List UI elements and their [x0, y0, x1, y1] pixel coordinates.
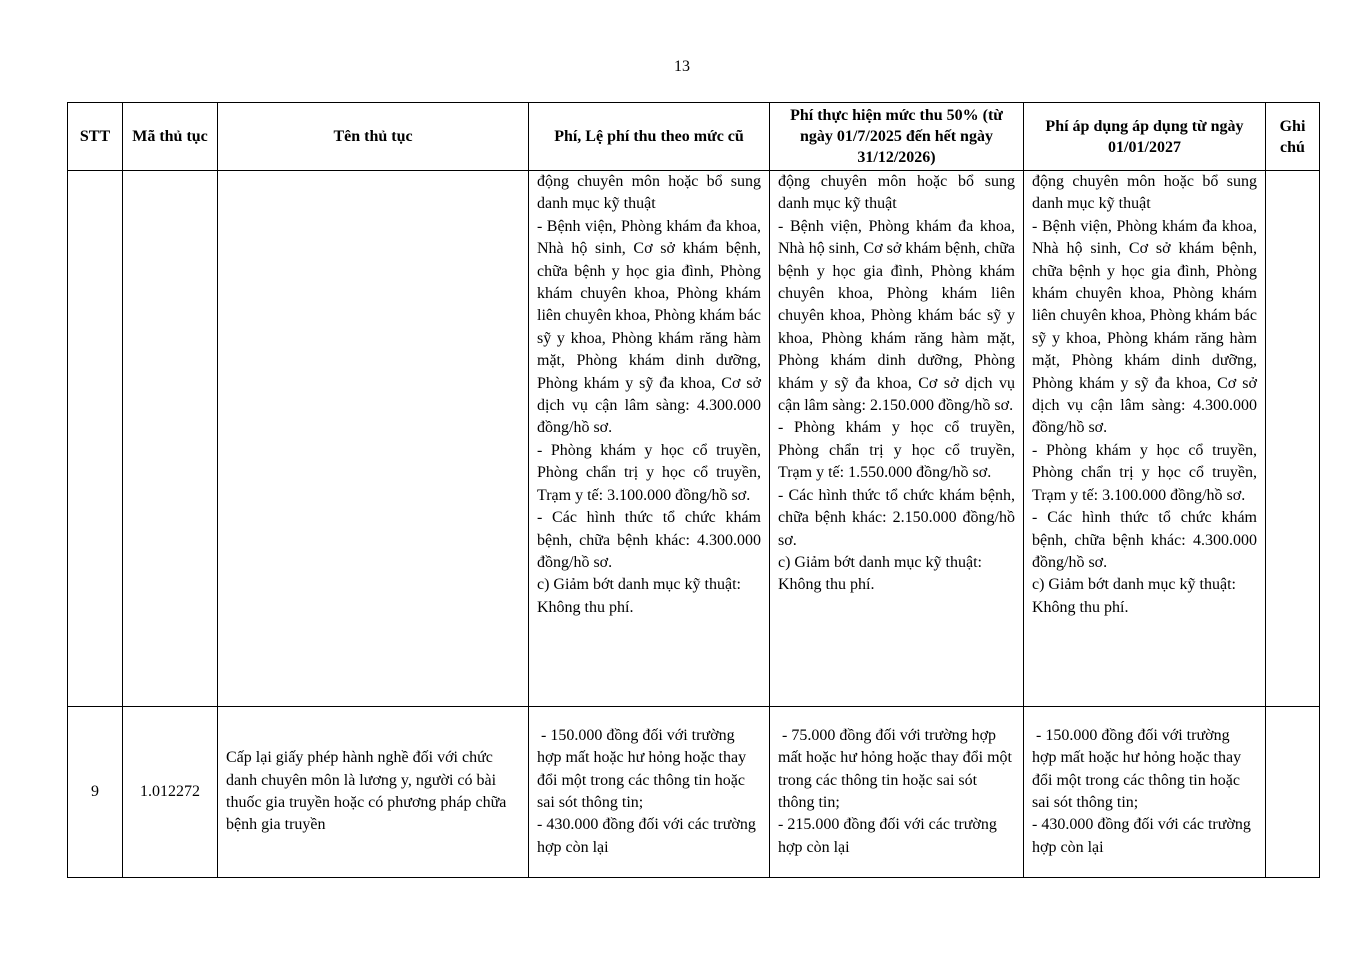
cell-note [1266, 171, 1320, 707]
cell-name [218, 171, 529, 707]
fee-line: c) Giảm bớt danh mục kỹ thuật: Không thu phí. [537, 576, 741, 616]
header-note: Ghi chú [1266, 103, 1320, 171]
cell-stt: 9 [68, 707, 123, 878]
fee-line: c) Giảm bớt danh mục kỹ thuật: Không thu phí. [1032, 576, 1236, 616]
fee-line: - Phòng khám y học cổ truyền, Phòng chẩn trị y học cổ truyền, Trạm y tế: 3.100.000 đồng/hồ sơ. [1032, 441, 1257, 504]
fee-line: - Bệnh viện, Phòng khám đa khoa, Nhà hộ sinh, Cơ sở khám bệnh, chữa bệnh y học gia đình, Phòng khám chuyên khoa, Phòng khám liên chuyên khoa, Phòng khám bác sỹ y khoa, Phòng khám răng hàm mặt, Phòng khám dinh dưỡng, Phòng khám y sỹ đa khoa, Cơ sở dịch vụ cận lâm sàng: 2.150.000 đồng/hồ sơ. [778, 217, 1015, 415]
cell-fee-50 [770, 171, 1024, 707]
header-name: Tên thủ tục [218, 103, 529, 171]
cell-note [1266, 707, 1320, 878]
fee-line: động chuyên môn hoặc bổ sung danh mục kỹ thuật [537, 173, 761, 213]
fee-line: - 150.000 đồng đối với trường hợp mất hoặc hư hỏng hoặc thay đổi một trong các thông tin hoặc sai sót thông tin; [1032, 726, 1246, 811]
cell-code [123, 171, 218, 707]
table-row [68, 171, 1320, 707]
cell-stt [68, 171, 123, 707]
header-fee-2027: Phí áp dụng áp dụng từ ngày 01/01/2027 [1024, 103, 1266, 171]
header-old-fee: Phí, Lệ phí thu theo mức cũ [529, 103, 770, 171]
fee-line: - Phòng khám y học cổ truyền, Phòng chẩn trị y học cổ truyền, Trạm y tế: 3.100.000 đồng/hồ sơ. [537, 441, 761, 504]
fee-line: - Các hình thức tổ chức khám bệnh, chữa bệnh khác: 4.300.000 đồng/hồ sơ. [537, 509, 761, 571]
fee-line: động chuyên môn hoặc bổ sung danh mục kỹ thuật [1032, 173, 1257, 213]
fee-line: - Bệnh viện, Phòng khám đa khoa, Nhà hộ sinh, Cơ sở khám bệnh, chữa bệnh y học gia đình, Phòng khám chuyên khoa, Phòng khám liên chuyên khoa, Phòng khám bác sỹ y khoa, Phòng khám răng hàm mặt, Phòng khám dinh dưỡng, Phòng khám y sỹ đa khoa, Cơ sở dịch vụ cận lâm sàng: 4.300.000 đồng/hồ sơ. [537, 217, 761, 437]
fee-line: động chuyên môn hoặc bổ sung danh mục kỹ thuật [778, 173, 1015, 213]
cell-fee-50 [770, 707, 1024, 878]
fee-line: - 430.000 đồng đối với các trường hợp còn lại [1032, 816, 1251, 856]
header-code: Mã thủ tục [123, 103, 218, 171]
fee-line: - Các hình thức tổ chức khám bệnh, chữa bệnh khác: 2.150.000 đồng/hồ sơ. [778, 486, 1015, 549]
fee-line: c) Giảm bớt danh mục kỹ thuật: Không thu phí. [778, 553, 982, 594]
fee-line: - 150.000 đồng đối với trường hợp mất hoặc hư hỏng hoặc thay đổi một trong các thông tin hoặc sai sót thông tin; [537, 726, 751, 811]
page-number: 13 [674, 58, 690, 75]
cell-old-fee [529, 171, 770, 707]
cell-name: Cấp lại giấy phép hành nghề đối với chức danh chuyên môn là lương y, người có bài thuốc gia truyền hoặc có phương pháp chữa bệnh gia truyền [218, 707, 529, 878]
cell-fee-2027 [1024, 707, 1266, 878]
table-header-row [68, 103, 1320, 171]
fee-line: - Các hình thức tổ chức khám bệnh, chữa bệnh khác: 4.300.000 đồng/hồ sơ. [1032, 509, 1257, 571]
table-row [68, 707, 1320, 878]
cell-fee-2027 [1024, 171, 1266, 707]
fee-table [67, 102, 1320, 878]
fee-line: - 215.000 đồng đối với các trường hợp còn lại [778, 816, 997, 856]
fee-line: - Phòng khám y học cổ truyền, Phòng chẩn trị y học cổ truyền, Trạm y tế: 1.550.000 đồng/hồ sơ. [778, 419, 1015, 482]
header-fee-50: Phí thực hiện mức thu 50% (từ ngày 01/7/2025 đến hết ngày 31/12/2026) [770, 103, 1024, 171]
fee-line: - 430.000 đồng đối với các trường hợp còn lại [537, 816, 756, 856]
header-stt: STT [68, 103, 123, 171]
fee-line: - 75.000 đồng đối với trường hợp mất hoặc hư hỏng hoặc thay đổi một trong các thông tin hoặc sai sót thông tin; [778, 726, 1016, 811]
fee-line: - Bệnh viện, Phòng khám đa khoa, Nhà hộ sinh, Cơ sở khám bệnh, chữa bệnh y học gia đình, Phòng khám chuyên khoa, Phòng khám liên chuyên khoa, Phòng khám bác sỹ y khoa, Phòng khám răng hàm mặt, Phòng khám dinh dưỡng, Phòng khám y sỹ đa khoa, Cơ sở dịch vụ cận lâm sàng: 4.300.000 đồng/hồ sơ. [1032, 217, 1257, 437]
cell-old-fee [529, 707, 770, 878]
cell-code: 1.012272 [123, 707, 218, 878]
